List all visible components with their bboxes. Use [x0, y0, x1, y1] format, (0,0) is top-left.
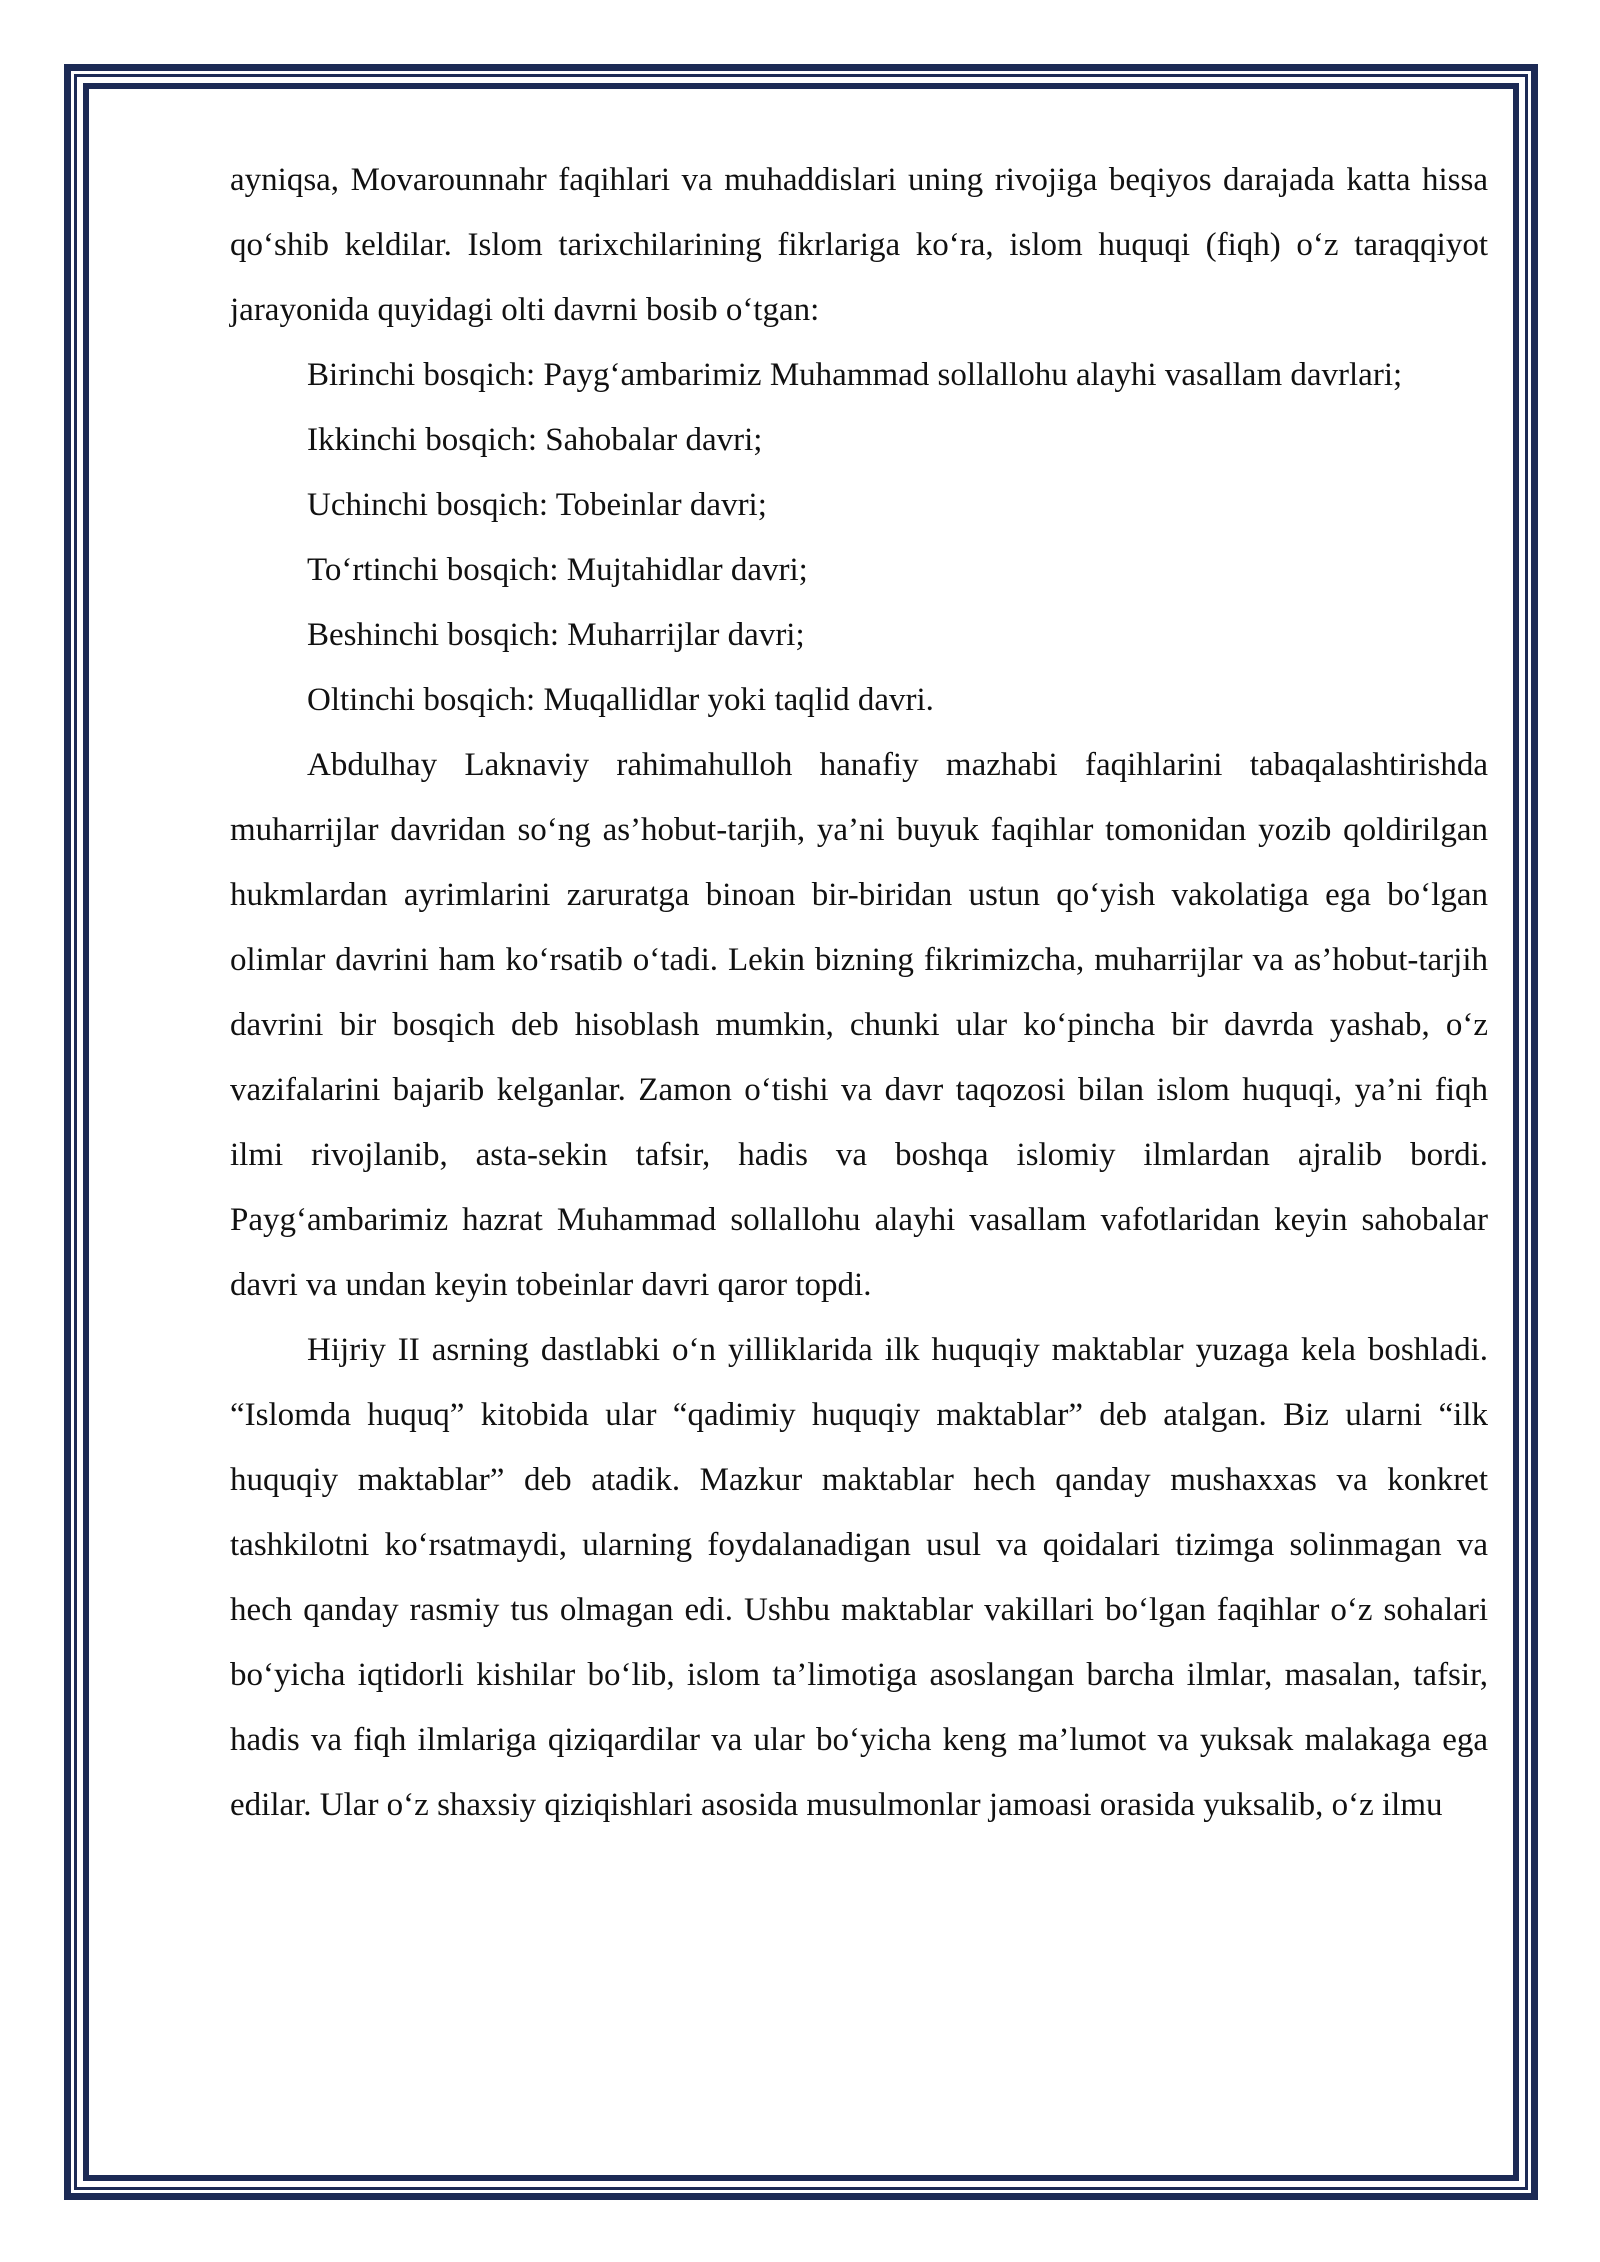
paragraph-stage-4: To‘rtinchi bosqich: Mujtahidlar davri;: [307, 552, 808, 588]
paragraph-laknaviy: Abdulhay Laknaviy rahimahulloh hanafiy mazhabi faqihlarini tabaqalashtirishda muharrijlar davridan so‘ng as’hobut-tarjih, ya’ni buyuk faqihlar tomonidan yozib qoldirilgan hukmlardan ayrimlarini zaruratga binoan bir-biridan ustun qo‘yish vakolatiga ega bo‘lgan olimlar davrini ham ko‘rsatib o‘tadi. Lekin bizning fikrimizcha, muharrijlar va as’hobut-tarjih davrini bir bosqich deb hisoblash mumkin, chunki ular ko‘pincha bir davrda yashab, o‘z vazifalarini bajarib kelganlar. Zamon o‘tishi va davr taqozosi bilan islom huquqi, ya’ni fiqh ilmi rivojlanib, asta-sekin tafsir, hadis va boshqa islomiy ilmlardan ajralib bordi. Payg‘ambarimiz hazrat Muhammad sollallohu alayhi vasallam vafotlaridan keyin sahobalar davri va undan keyin tobeinlar davri qaror topdi.: [230, 747, 1488, 1303]
paragraph-early-schools: Hijriy II asrning dastlabki o‘n yilliklarida ilk huquqiy maktablar yuzaga kela boshladi. “Islomda huquq” kitobida ular “qadimiy huquqiy maktablar” deb atalgan. Biz ularni “ilk huquqiy maktablar” deb atadik. Mazkur maktablar hech qanday mushaxxas va konkret tashkilotni ko‘rsatmaydi, ularning foydalanadigan usul va qoidalari tizimga solinmagan va hech qanday rasmiy tus olmagan edi. Ushbu maktablar vakillari bo‘lgan faqihlar o‘z sohalari bo‘yicha iqtidorli kishilar bo‘lib, islom ta’limotiga asoslangan barcha ilmlar, masalan, tafsir, hadis va fiqh ilmlariga qiziqardilar va ular bo‘yicha keng ma’lumot va yuksak malakaga ega edilar. Ular o‘z shaxsiy qiziqishlari asosida musulmonlar jamoasi orasida yuksalib, o‘z ilmu: [230, 1332, 1488, 1823]
paragraph-stage-1: Birinchi bosqich: Payg‘ambarimiz Muhammad sollallohu alayhi vasallam davrlari;: [307, 357, 1403, 393]
document-body: [230, 148, 1488, 1838]
paragraph-stage-3: Uchinchi bosqich: Tobeinlar davri;: [307, 487, 767, 523]
paragraph-stage-5: Beshinchi bosqich: Muharrijlar davri;: [307, 617, 805, 653]
paragraph-stage-6: Oltinchi bosqich: Muqallidlar yoki taqlid davri.: [307, 682, 934, 718]
paragraph-stage-2: Ikkinchi bosqich: Sahobalar davri;: [307, 422, 763, 458]
paragraph-intro: ayniqsa, Movarounnahr faqihlari va muhaddislari uning rivojiga beqiyos darajada katta hissa qo‘shib keldilar. Islom tarixchilarining fikrlariga ko‘ra, islom huquqi (fiqh) o‘z taraqqiyot jarayonida quyidagi olti davrni bosib o‘tgan:: [230, 162, 1488, 328]
